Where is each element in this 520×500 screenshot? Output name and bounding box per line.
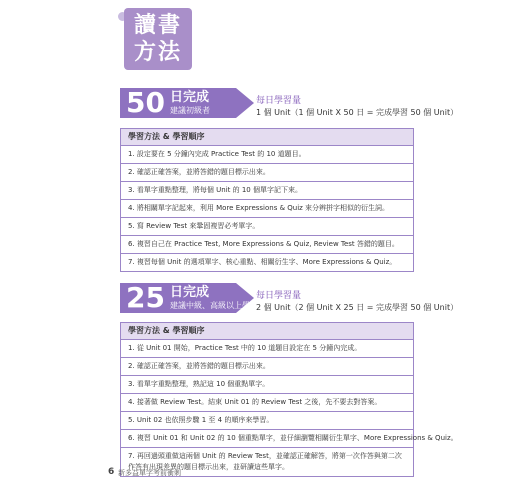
plan-50-arrow [236,88,254,118]
plan-25-daily-title: 每日學習量 [256,291,302,301]
plan-50-steps-table [120,128,414,272]
section-title-line2: 方法 [133,40,182,65]
plan-50-steps-header: 學習方法 & 學習順序 [121,129,413,146]
plan-25-title: 日完成 [170,285,210,300]
plan-25-step: 4. 接著做 Review Test。結束 Unit 01 的 Review Test 之後，先不要去對答案。 [121,394,413,412]
plan-50-daily-title: 每日學習量 [256,96,302,106]
page-number: 6 [108,467,115,477]
plan-50-step: 1. 設定要在 5 分鐘內完成 Practice Test 的 10 道題目。 [121,146,413,164]
section-title [124,8,192,70]
plan-25-step: 1. 從 Unit 01 開始，Practice Test 中的 10 道題目設定在 5 分鐘內完成。 [121,340,413,358]
section-title-line1: 讀書 [133,13,182,38]
plan-50-number: 50 [126,86,165,119]
plan-50-title: 日完成 [170,90,210,105]
plan-25-subtitle: 建議中級、高級以上學習者 [170,301,266,310]
plan-25-number: 25 [126,281,165,314]
plan-25-step: 2. 確認正確答案，並將答錯的題目標示出來。 [121,358,413,376]
plan-50-step: 7. 複習每個 Unit 的選項單字、核心重點、相關衍生字、More Expressions & Quiz。 [128,258,397,266]
plan-50-daily-text: 1 個 Unit（1 個 Unit X 50 日 = 完成學習 50 個 Unit） [256,108,459,117]
plan-25-steps-table [120,322,458,477]
plan-50-step: 3. 看單字重點整理，將每個 Unit 的 10 個單字記下來。 [121,182,413,200]
plan-25-steps-header: 學習方法 & 學習順序 [121,323,413,340]
plan-50-step: 5. 寫 Review Test 來鞏固複習必考單字。 [121,218,413,236]
plan-25-step: 3. 看單字重點整理，熟記這 10 個重點單字。 [121,376,413,394]
plan-50-step: 2. 確認正確答案，並將答錯的題目標示出來。 [121,164,413,182]
plan-25-step: 6. 複習 Unit 01 和 Unit 02 的 10 個重點單字，並仔細瀏覽相關衍生單字、More Expressions & Quiz。 [121,430,413,448]
plan-50-step: 6. 複習自己在 Practice Test, More Expressions & Quiz, Review Test 答錯的題目。 [121,236,413,254]
plan-50-step: 4. 將相關單字記起來，利用 More Expressions & Quiz 來分辨拼字相似的衍生詞。 [121,200,413,218]
plan-25-step: 7. 再回過頭重做這兩個 Unit 的 Review Test，並確認正確解答，將第一次作答與第二次作答有出現差異的題目標示出來，並研讀這些單字。 [128,452,402,471]
book-title: 新多益單字考前衝刺 [118,469,181,477]
plan-25-daily-text: 2 個 Unit（2 個 Unit X 25 日 = 完成學習 50 個 Unit） [256,303,459,312]
plan-50-subtitle: 建議初級者 [170,106,210,115]
plan-25-step: 5. Unit 02 也依照步驟 1 至 4 的順序來學習。 [121,412,413,430]
